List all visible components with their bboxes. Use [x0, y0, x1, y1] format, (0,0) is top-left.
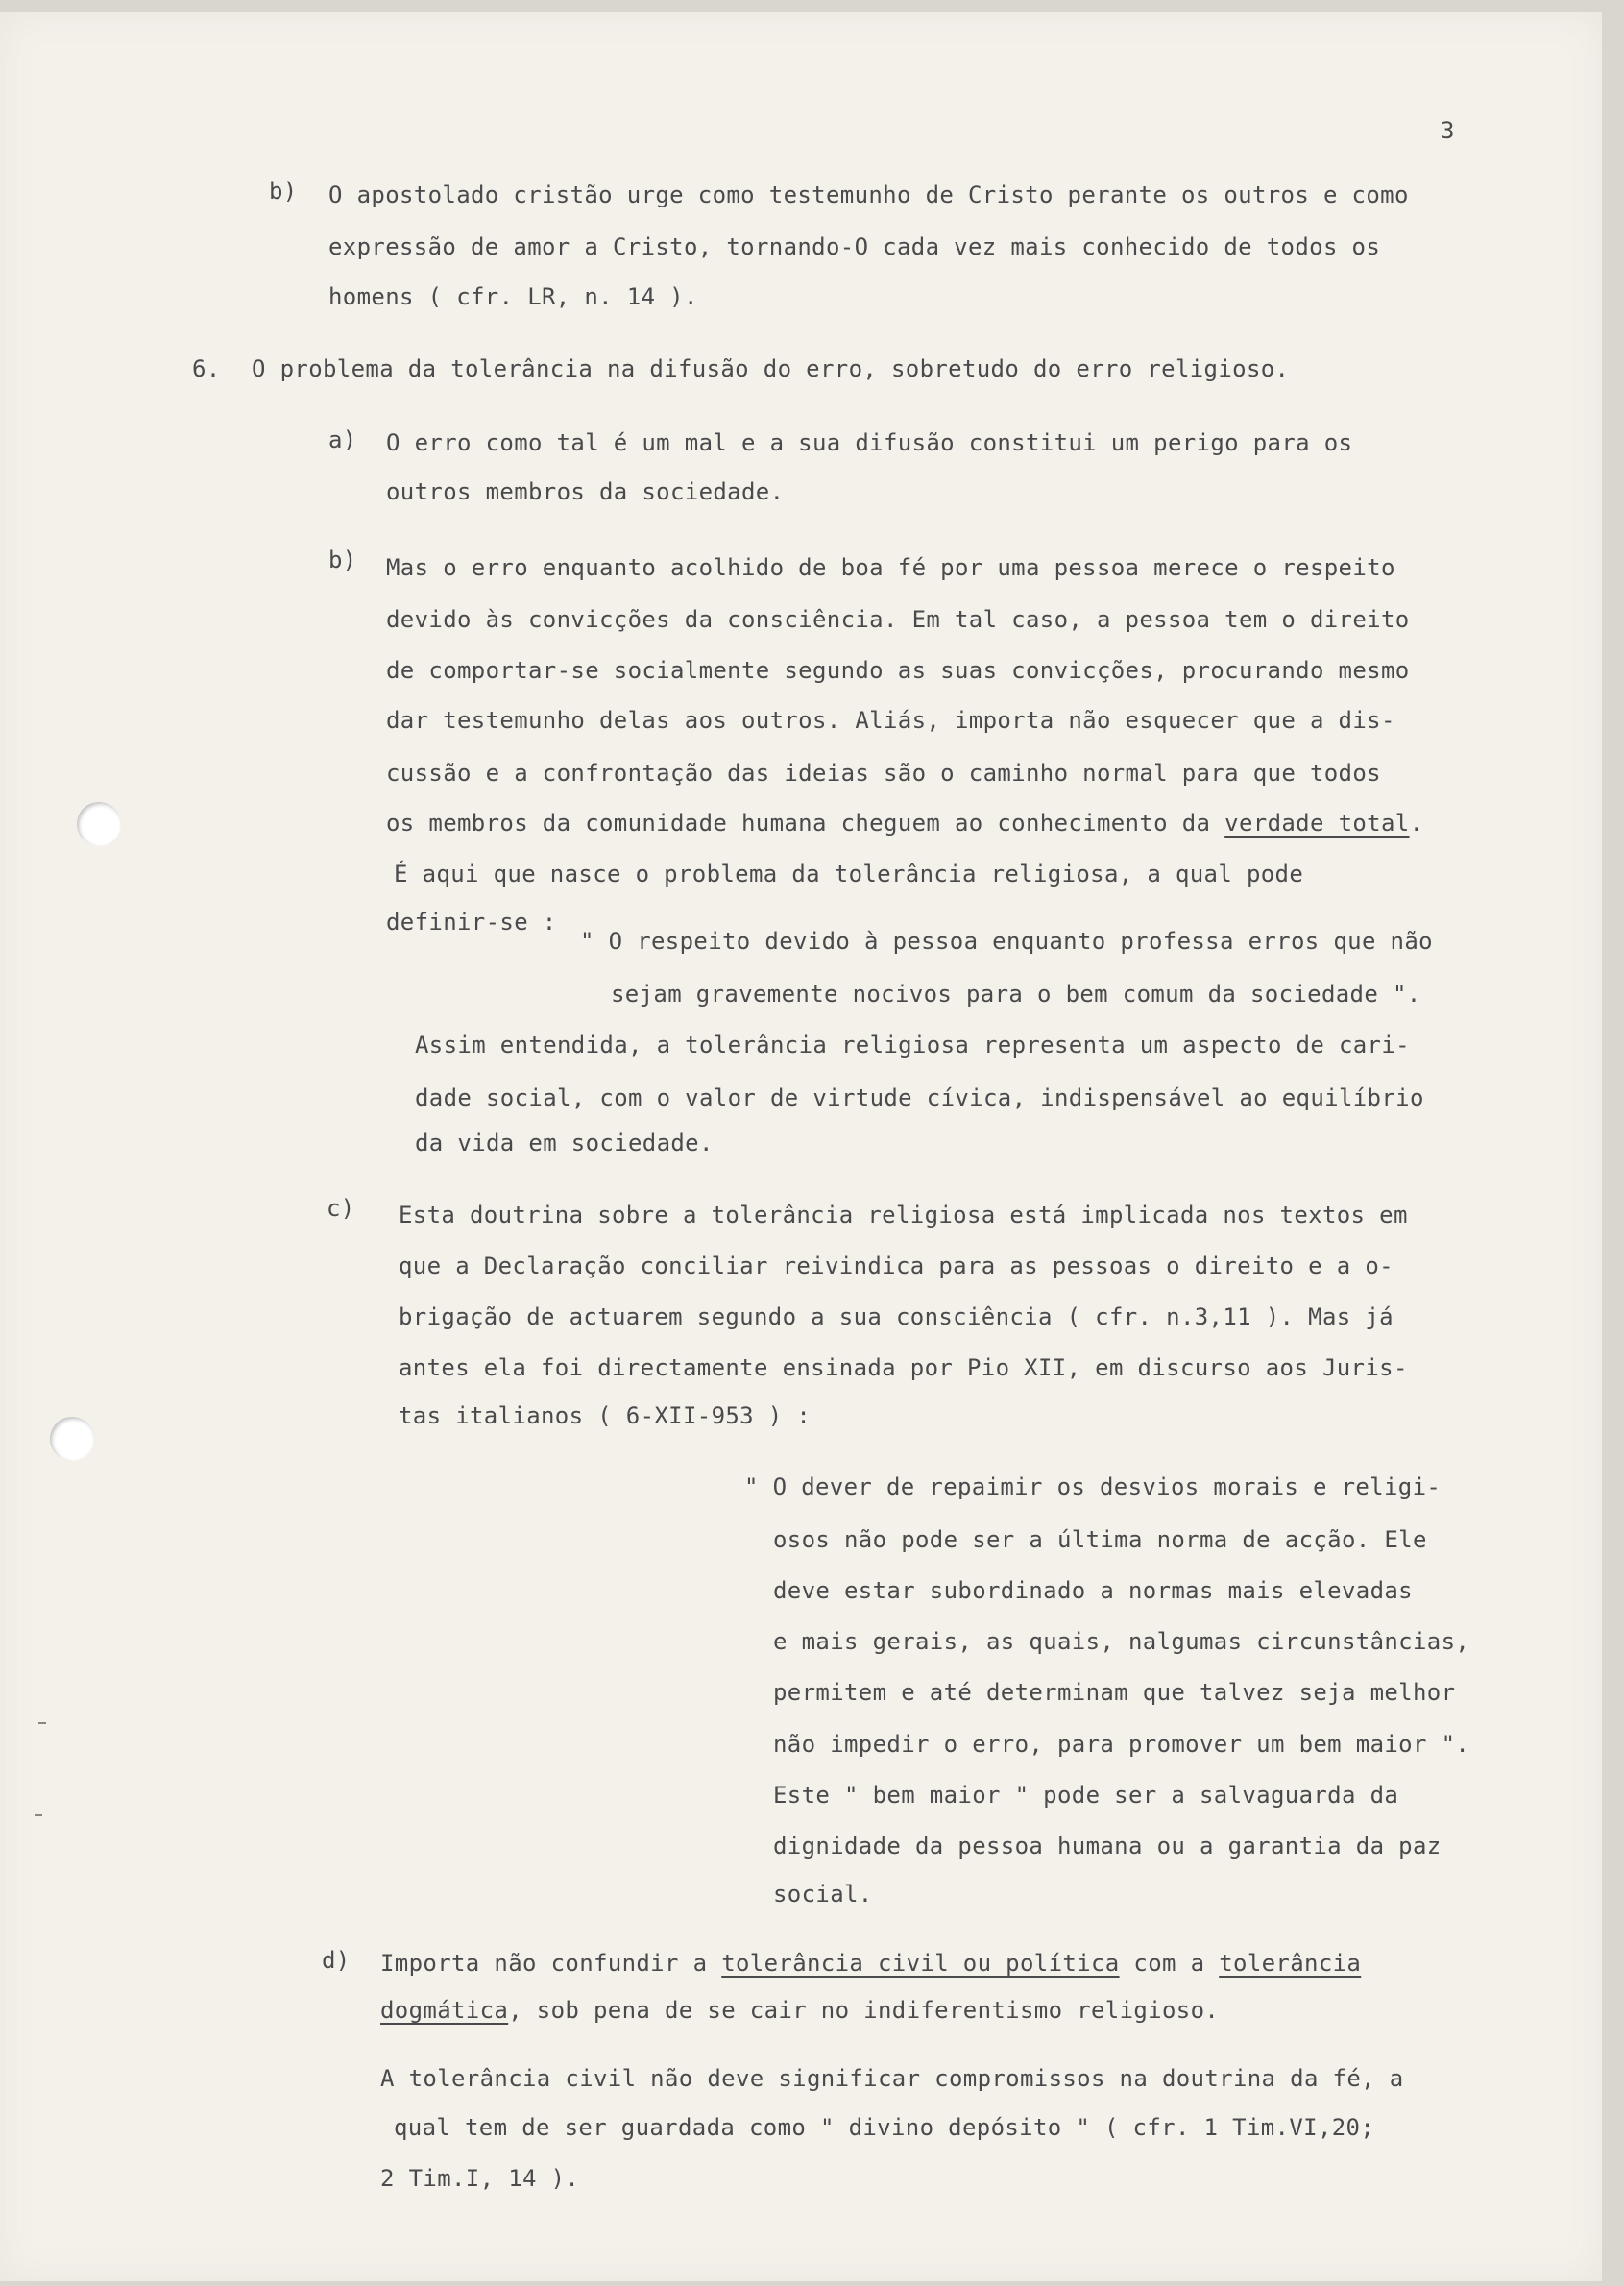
quote-line: " O respeito devido à pessoa enquanto professa erros que não — [580, 928, 1433, 955]
text-line: tas italianos ( 6-XII-953 ) : — [399, 1402, 812, 1429]
section-number: 6. — [192, 355, 221, 382]
quote-line: sejam gravemente nocivos para o bem comum da sociedade ". — [611, 981, 1421, 1008]
underlined-phrase: tolerância civil ou política — [721, 1950, 1120, 1977]
quote-line: " O dever de repaimir os desvios morais e religi- — [744, 1473, 1442, 1500]
margin-mark — [38, 1722, 46, 1724]
underlined-phrase: tolerância — [1219, 1950, 1362, 1977]
text-line: de comportar-se socialmente segundo as suas convicções, procurando mesmo — [386, 657, 1410, 684]
text-segment: com a — [1133, 1950, 1205, 1977]
underlined-phrase: dogmática — [380, 1997, 509, 2024]
text-line: homens ( cfr. LR, n. 14 ). — [328, 283, 698, 310]
margin-mark — [35, 1814, 42, 1816]
page-number: 3 — [1441, 117, 1455, 144]
item-label: b) — [328, 547, 357, 573]
item-label: d) — [322, 1947, 351, 1974]
quote-line: Este " bem maior " pode ser a salvaguarda da — [773, 1782, 1399, 1809]
quote-line: não impedir o erro, para promover um bem maior ". — [773, 1731, 1470, 1758]
text-line: dade social, com o valor de virtude cívica, indispensável ao equilíbrio — [415, 1084, 1424, 1111]
text-line: outros membros da sociedade. — [386, 478, 785, 505]
text-line: É aqui que nasce o problema da tolerância religiosa, a qual pode — [394, 861, 1304, 888]
quote-line: deve estar subordinado a normas mais elevadas — [773, 1577, 1413, 1604]
item-label: a) — [328, 426, 357, 453]
text-line: qual tem de ser guardada como " divino depósito " ( cfr. 1 Tim.VI,20; — [394, 2114, 1375, 2141]
text-line: antes ela foi directamente ensinada por Pio XII, em discurso aos Juris- — [399, 1354, 1408, 1381]
text-segment: Importa não confundir a — [380, 1950, 708, 1977]
underlined-phrase: verdade total — [1224, 810, 1410, 837]
punch-hole-top — [77, 802, 121, 846]
text-line: O apostolado cristão urge como testemunho de Cristo perante os outros e como — [328, 182, 1409, 208]
typewritten-page — [0, 12, 1602, 2281]
text-segment: . — [1409, 810, 1424, 837]
text-line: Esta doutrina sobre a tolerância religiosa está implicada nos textos em — [399, 1202, 1408, 1228]
text-line: expressão de amor a Cristo, tornando-O cada vez mais conhecido de todos os — [328, 233, 1381, 260]
section-heading: O problema da tolerância na difusão do erro, sobretudo do erro religioso. — [252, 355, 1290, 382]
text-segment: os membros da comunidade humana cheguem ao conhecimento da — [386, 810, 1211, 837]
text-line: O erro como tal é um mal e a sua difusão constitui um perigo para os — [386, 429, 1353, 456]
quote-line: e mais gerais, as quais, nalgumas circunstâncias, — [773, 1628, 1470, 1655]
quote-line: dignidade da pessoa humana ou a garantia da paz — [773, 1833, 1442, 1860]
text-line: cussão e a confrontação das ideias são o caminho normal para que todos — [386, 760, 1381, 787]
item-label: c) — [327, 1195, 355, 1222]
punch-hole-bottom — [50, 1417, 94, 1461]
quote-line: permitem e até determinam que talvez seja melhor — [773, 1679, 1456, 1706]
text-line: definir-se : — [386, 909, 557, 936]
text-line — [386, 809, 1423, 838]
text-line: devido às convicções da consciência. Em tal caso, a pessoa tem o direito — [386, 606, 1410, 633]
text-line: A tolerância civil não deve significar compromissos na doutrina da fé, a — [380, 2065, 1404, 2092]
text-line — [380, 1949, 1361, 1978]
text-segment: , sob pena de se cair no indiferentismo religioso. — [508, 1997, 1220, 2024]
quote-line: social. — [773, 1881, 873, 1908]
quote-line: osos não pode ser a última norma de acção. Ele — [773, 1526, 1427, 1553]
text-line: Assim entendida, a tolerância religiosa representa um aspecto de cari- — [415, 1032, 1410, 1058]
text-line — [380, 1996, 1219, 2025]
text-line: 2 Tim.I, 14 ). — [380, 2165, 580, 2192]
text-line: Mas o erro enquanto acolhido de boa fé por uma pessoa merece o respeito — [386, 554, 1395, 581]
text-line: dar testemunho delas aos outros. Aliás, importa não esquecer que a dis- — [386, 707, 1395, 734]
text-line: brigação de actuarem segundo a sua consciência ( cfr. n.3,11 ). Mas já — [399, 1303, 1394, 1330]
item-label: b) — [269, 178, 298, 205]
text-line: que a Declaração conciliar reivindica para as pessoas o direito e a o- — [399, 1252, 1394, 1279]
text-line: da vida em sociedade. — [415, 1130, 714, 1156]
